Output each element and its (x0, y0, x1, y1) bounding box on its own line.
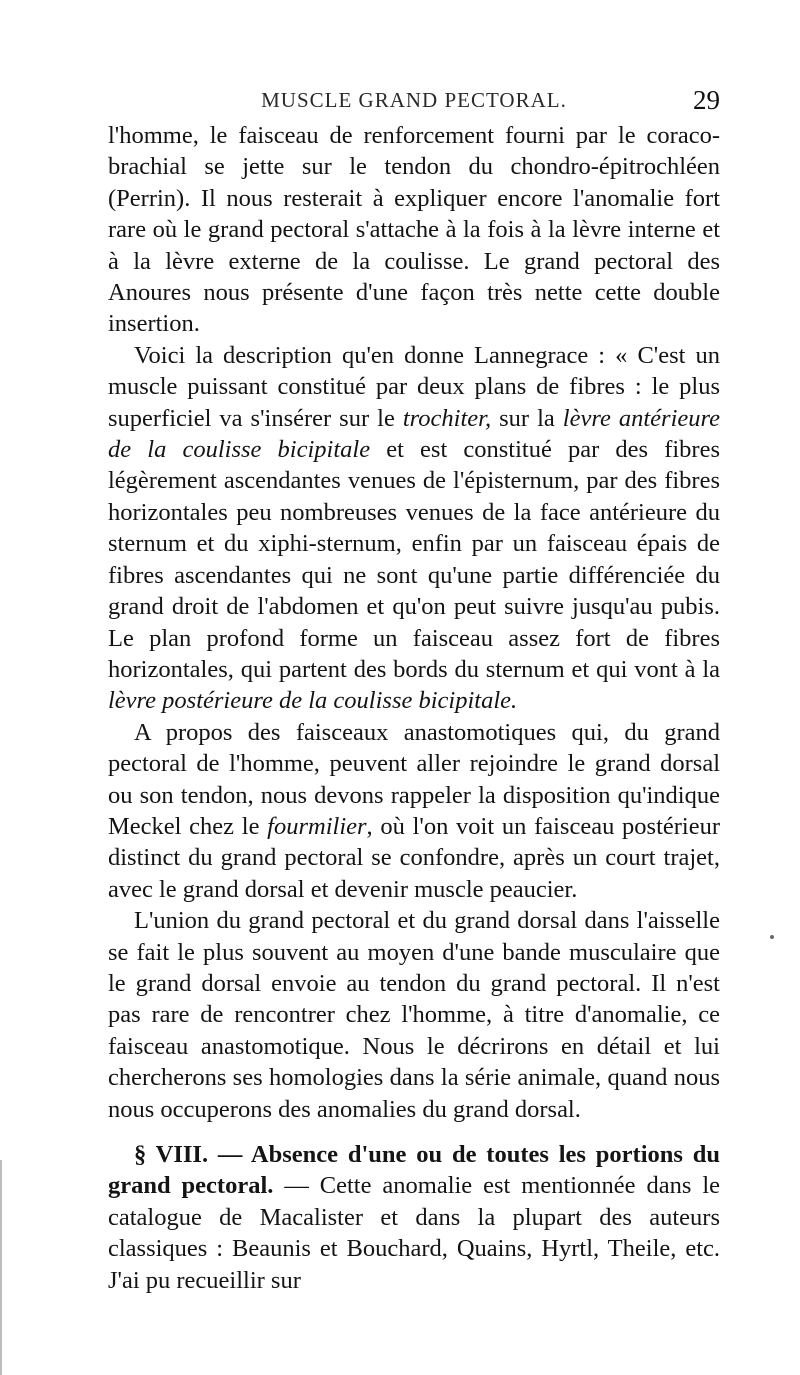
body-text (108, 120, 720, 1296)
paragraph-axillary-union: L'union du grand pectoral et du grand dorsal dans l'aisselle se fait le plus souvent au moyen d'une bande musculaire que le grand dorsal envoie au tendon du grand pectoral. Il n'est pas rare de rencontrer chez l'homme, à titre d'anomalie, ce faisceau anastomotique. Nous le décrirons en détail et lui chercherons ses homologies dans la série animale, quand nous nous occuperons des anomalies du grand dorsal. (108, 907, 720, 1123)
italic-term-fourmilier: fourmilier (267, 812, 367, 840)
paragraph-continued: l'homme, le faisceau de renforcement fourni par le coraco-brachial se jette sur le tendon du chondro-épitrochléen (Perrin). Il nous resterait à expliquer encore l'anomalie fort rare où le grand pectoral s'attache à la fois à la lèvre interne et à la lèvre externe de la coulisse. Le grand pectoral des Anoures nous présente d'une façon très nette cette double insertion. (108, 122, 720, 338)
text-run: Voici la description qu'en donne Lannegrace : « C'est un muscle puissant constitué par deux plans de fibres : le plus superficiel va s'insérer sur le (108, 341, 720, 432)
paragraph-anastomotic-bundles (108, 717, 720, 905)
section-heading: § VIII. — Absence d'une ou de toutes les portions du grand pectoral. (108, 1141, 720, 1200)
running-header (108, 82, 720, 118)
scan-speck (770, 935, 774, 939)
italic-term-levre-anterieure: lèvre antérieure de la coulisse bicipitale (108, 404, 721, 464)
text-run: — Cette anomalie est mentionnée dans le catalogue de Macalister et dans la plupart des auteurs classiques : Beaunis et Bouchard, Quains, Hyrtl, Theile, etc. J'ai pu recueillir sur (108, 1172, 720, 1294)
text-run: sur la (491, 404, 563, 432)
text-run: , où l'on voit un faisceau postérieur distinct du grand pectoral se confondre, après un court trajet, avec le grand dorsal et devenir muscle peaucier. (108, 812, 720, 903)
text-run: et est constitué par des fibres légèrement ascendantes venues de l'épisternum, par des fibres horizontales peu nombreuses venues de la face antérieure du sternum et du xiphi-sternum, enfin par un faisceau épais de fibres ascendantes qui ne sont qu'une partie différenciée du grand droit de l'abdomen et qu'on peut suivre jusqu'au pubis. Le plan profond forme un faisceau assez fort de fibres horizontales, qui partent des bords du sternum et qui vont à la (108, 436, 720, 683)
section-viii (108, 1139, 720, 1296)
italic-term-trochiter: trochiter, (402, 404, 492, 432)
page-number: 29 (693, 85, 720, 115)
paragraph-lannegrace-quote (108, 340, 720, 717)
italic-term-levre-posterieure: lèvre postérieure de la coulisse bicipitale. (108, 687, 518, 715)
running-title: MUSCLE GRAND PECTORAL. (261, 88, 567, 112)
scan-edge-shadow (0, 1160, 2, 1375)
text-run: A propos des faisceaux anastomotiques qui, du grand pectoral de l'homme, peuvent aller rejoindre le grand dorsal ou son tendon, nous devons rappeler la disposition qu'indique Meckel chez le (108, 718, 720, 840)
